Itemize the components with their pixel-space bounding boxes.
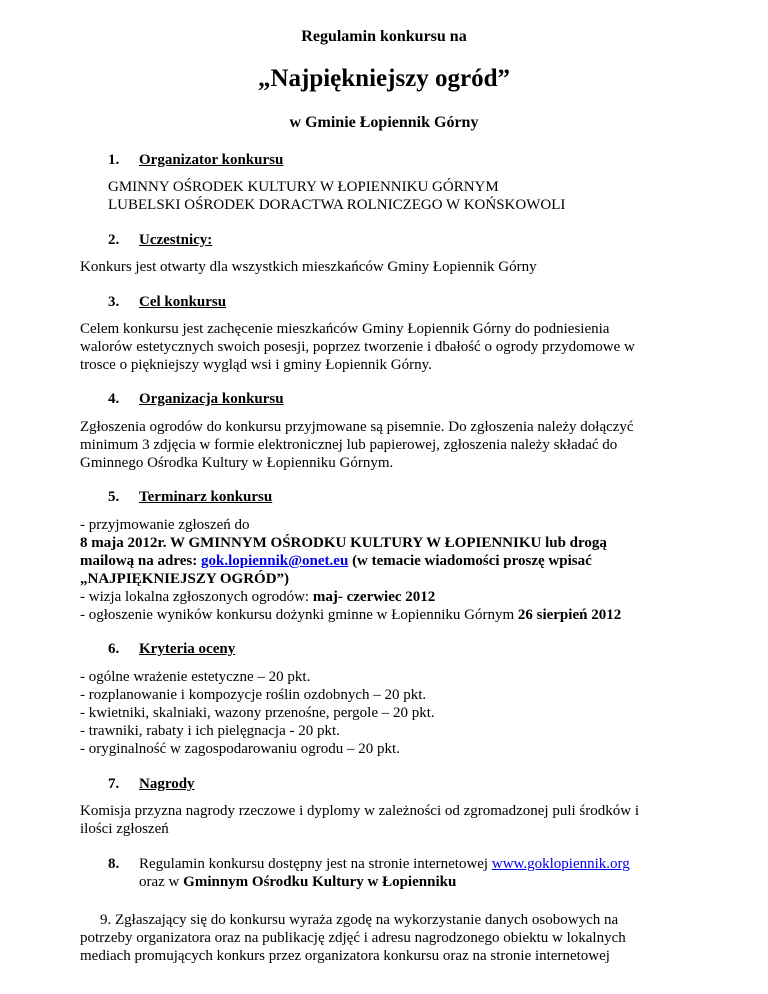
email-link[interactable]: gok.lopiennik@onet.eu (200, 553, 349, 569)
section-3-number: 3. (108, 294, 120, 310)
prizes-line-1: Komisja przyzna nagrody rzeczowe i dyplomy w zależności od zgromadzonej puli środków i (80, 803, 639, 819)
schedule-email-suffix: (w temacie wiadomości proszę wpisać (348, 553, 592, 569)
section-6-number: 6. (108, 641, 120, 657)
goal-line-1: Celem konkursu jest zachęcenie mieszkańców Gminy Łopiennik Górny do podniesienia (80, 321, 610, 337)
section-1-heading (108, 151, 283, 169)
organization-line-1: Zgłoszenia ogrodów do konkursu przyjmowane są pisemnie. Do zgłoszenia należy dołączyć (80, 419, 634, 435)
section-5-number: 5. (108, 489, 120, 505)
prizes-line-2: ilości zgłoszeń (80, 821, 169, 837)
section-6-heading (108, 640, 235, 658)
schedule-line-1: - przyjmowanie zgłoszeń do (80, 517, 250, 533)
goal-line-3: trosce o piękniejszy wygląd wsi i gminy Łopiennik Górny. (80, 357, 432, 373)
section-3-title: Cel konkursu (139, 294, 227, 310)
rules-availability-text: Regulamin konkursu dostępny jest na stronie internetowej (139, 856, 492, 872)
inspection-label: - wizja lokalna zgłoszonych ogrodów: (80, 589, 313, 605)
participants-text: Konkurs jest otwarty dla wszystkich mieszkańców Gminy Łopiennik Górny (80, 259, 537, 275)
section-1-title: Organizator konkursu (139, 152, 284, 168)
criteria-item: - rozplanowanie i kompozycje roślin ozdobnych – 20 pkt. (80, 687, 427, 703)
section-5-title: Terminarz konkursu (139, 489, 273, 505)
section-8-line-2 (139, 873, 456, 891)
subtitle: w Gminie Łopiennik Górny (289, 114, 479, 131)
organizer-line-1: GMINNY OŚRODEK KULTURY W ŁOPIENNIKU GÓRNYM (108, 179, 499, 195)
consent-line-1: 9. Zgłaszający się do konkursu wyraża zgodę na wykorzystanie danych osobowych na (100, 912, 619, 928)
section-8-line-1 (108, 855, 630, 873)
goal-line-2: walorów estetycznych swoich posesji, poprzez tworzenie i dbałość o ogrody przydomowe w (80, 339, 635, 355)
rules-availability-text-2: oraz w (139, 874, 184, 890)
organizer-line-2: LUBELSKI OŚRODEK DORACTWA ROLNICZEGO W KOŃSKOWOLI (108, 197, 566, 213)
organization-line-3: Gminnego Ośrodka Kultury w Łopienniku Górnym. (80, 455, 394, 471)
schedule-line-4: „NAJPIĘKNIEJSZY OGRÓD”) (80, 571, 290, 587)
consent-line-3: mediach promujących konkurs przez organizatora konkursu oraz na stronie internetowej (80, 948, 610, 964)
criteria-item: - kwietniki, skalniaki, wazony przenośne, pergole – 20 pkt. (80, 705, 435, 721)
section-7-title: Nagrody (139, 776, 195, 792)
criteria-item: - oryginalność w zagospodarowaniu ogrodu – 20 pkt. (80, 741, 400, 757)
pre-title: Regulamin konkursu na (301, 28, 467, 45)
section-4-number: 4. (108, 391, 120, 407)
section-5-heading (108, 488, 272, 506)
results-label: - ogłoszenie wyników konkursu dożynki gminne w Łopienniku Górnym (80, 607, 518, 623)
section-2-heading (108, 231, 212, 249)
schedule-email-prefix: mailową na adres: (80, 553, 201, 569)
section-4-title: Organizacja konkursu (139, 391, 284, 407)
section-2-title: Uczestnicy: (139, 232, 213, 248)
section-8-number: 8. (108, 856, 120, 872)
section-2-number: 2. (108, 232, 120, 248)
schedule-line-2: 8 maja 2012r. W GMINNYM OŚRODKU KULTURY W ŁOPIENNIKU lub drogą (80, 535, 607, 551)
section-3-heading (108, 293, 226, 311)
section-7-heading (108, 775, 195, 793)
consent-line-2: potrzeby organizatora oraz na publikację zdjęć i adresu nagrodzonego obiektu w lokalnych (80, 930, 626, 946)
schedule-line-5 (80, 588, 435, 606)
section-6-title: Kryteria oceny (139, 641, 236, 657)
criteria-item: - ogólne wrażenie estetyczne – 20 pkt. (80, 669, 311, 685)
results-date: 26 sierpień 2012 (517, 607, 622, 623)
website-link[interactable]: www.goklopiennik.org (491, 856, 630, 872)
page-title: „Najpiękniejszy ogród” (257, 65, 511, 92)
inspection-dates: maj- czerwiec 2012 (312, 589, 436, 605)
organization-line-2: minimum 3 zdjęcia w formie elektronicznej lub papierowej, zgłoszenia należy składać do (80, 437, 618, 453)
criteria-item: - trawniki, rabaty i ich pielęgnacja - 20 pkt. (80, 723, 340, 739)
section-4-heading (108, 390, 284, 408)
cultural-center-name: Gminnym Ośrodku Kultury w Łopienniku (183, 874, 457, 890)
schedule-line-6 (80, 606, 621, 624)
section-7-number: 7. (108, 776, 120, 792)
schedule-line-3 (80, 552, 592, 570)
section-1-number: 1. (108, 152, 120, 168)
